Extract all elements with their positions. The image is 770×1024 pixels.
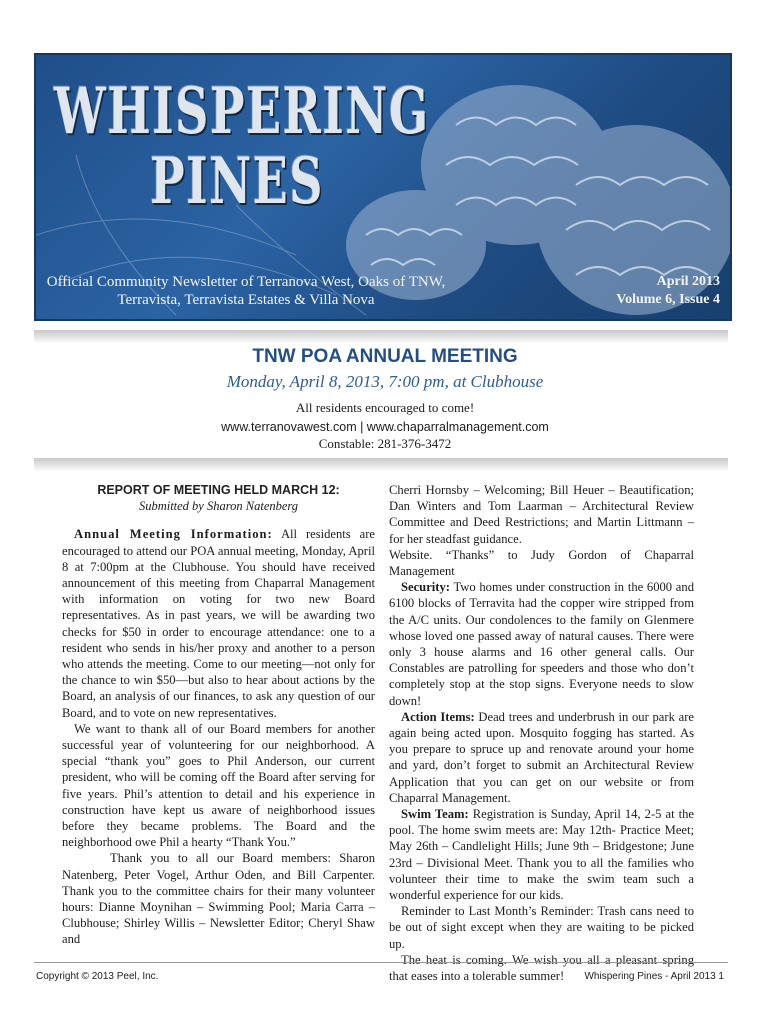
paragraph-lead: Security: [401,580,450,595]
meeting-announcement [0,346,770,452]
right-column [389,482,694,984]
left-column [62,482,375,948]
paragraph-security [389,579,694,709]
meeting-constable: Constable: 281-376-3472 [318,436,452,451]
newsletter-title [54,74,614,219]
paragraph-text: Two homes under construction in the 6000 and 6100 blocks of Terravita had the copper wire stripped from the A/C units. Our condolences to the family on Glenmere whose loved one passed away of natural causes. There were only 3 house alarms and 16 other general calls. Our Constables are patrolling for speeders and those who don’t completely stop at the stop signs. Everyone needs to slow down! [389,580,694,708]
paragraph-annual-meeting [62,526,375,720]
report-title: REPORT OF MEETING HELD MARCH 12: [97,483,340,497]
paragraph-website-thanks: Website. “Thanks” to Judy Gordon of Chaparral Management [389,547,694,579]
masthead-banner [34,53,732,321]
title-line-1: WHISPERING [54,74,430,149]
meeting-encourage: All residents encouraged to come! [295,400,475,415]
paragraph-action-items [389,709,694,806]
paragraph-lead: Swim Team: [401,807,469,822]
subtitle-line-2: Terravista, Terravista Estates & Villa Nova [117,292,375,308]
footer-copyright: Copyright © 2013 Peel, Inc. [36,971,159,982]
meeting-date: Monday, April 8, 2013, 7:00 pm, at Clubhouse [226,372,544,391]
paragraph-continued [389,482,694,547]
banner-subtitle [36,273,456,309]
divider-shadow-top [34,330,728,344]
meeting-websites: www.terranovawest.com | www.chaparralmanagement.com [221,420,549,434]
paragraph-reminder: Reminder to Last Month’s Reminder: Trash cans need to be out of sight except when they are waiting to be picked up. [389,904,694,951]
subtitle-line-1: Official Community Newsletter of Terranova West, Oaks of TNW, [46,274,446,290]
paragraph-text: Cherri Hornsby – Welcoming; Bill Heuer – Beautification; Dan Winters and Tom Laarman – Architectural Review Committee and Deed Restrictions; and Martin Littmann – for her steadfast guidance. [389,483,694,546]
meeting-title: TNW POA ANNUAL MEETING [252,346,518,367]
divider-shadow-bottom [34,458,728,472]
report-byline: Submitted by Sharon Natenberg [138,499,299,514]
paragraph-lead: Annual Meeting Information: [74,527,273,542]
issue-volume: Volume 6, Issue 4 [616,292,720,307]
paragraph-text: Dead trees and underbrush in our park are again being acted upon. Mosquito fogging has started. As you prepare to spruce up and renovate around your home and yard, don’t forget to submit an Architectural Review Application that you can get on our website or from Chaparral Management. [389,709,694,805]
paragraph-board-members: Thank you to all our Board members: Sharon Natenberg, Peter Vogel, Arthur Oden, and Bill Carpenter. Thank you to the committee chairs for their many volunteer hours: Dianne Moynihan – Swimming Pool; Maria Carra – Clubhouse; Shirley Willis – Newsletter Editor; Cheryl Shaw and [62,851,375,947]
footer-page-info: Whispering Pines - April 2013 1 [584,971,724,982]
title-line-2: PINES [150,144,324,219]
paragraph-thanks: We want to thank all of our Board members for another successful year of volunteering for our neighborhood. A special “thank you” goes to Phil Anderson, our current president, who will be coming off the Board after serving for five years. Phil’s attention to detail and his experience in construction have kept us aware of neighborhood issues before they became problems. The Board and the neighborhood owe Phil a hearty “Thank You.” [62,721,375,850]
paragraph-text: All residents are encouraged to attend our POA annual meeting, Monday, April 8 at 7:00pm at the Clubhouse. You should have received announcement of this meeting from Chaparral Management with information on voting for two new Board representatives. As in past years, we will be awarding two checks for $50 in order to encourage attendance: one to a resident who sends in his/her proxy and another to a person who attends the meeting. Come to our meeting—not only for the chance to win $50—but also to hear about actions by the Board, an analysis of our finances, to ask any question of our Board, and to vote on new representatives. [62,527,375,720]
paragraph-swim-team [389,806,694,903]
issue-date: April 2013 [656,274,720,289]
paragraph-lead: Action Items: [401,709,475,724]
issue-info [616,273,720,309]
paragraph-text: Registration is Sunday, April 14, 2-5 at the pool. The home swim meets are: May 12th- Practice Meet; May 26th – Candlelight Hills; June 9th – Bridgestone; June 23rd – Divisional Meet. Thank you to all the families who volunteer their time to make the swim team such a wonderful experience for our kids. [389,807,694,903]
paragraph-closing: The heat is coming. We wish you all a pleasant spring that eases into a tolerable summer! [389,952,694,984]
